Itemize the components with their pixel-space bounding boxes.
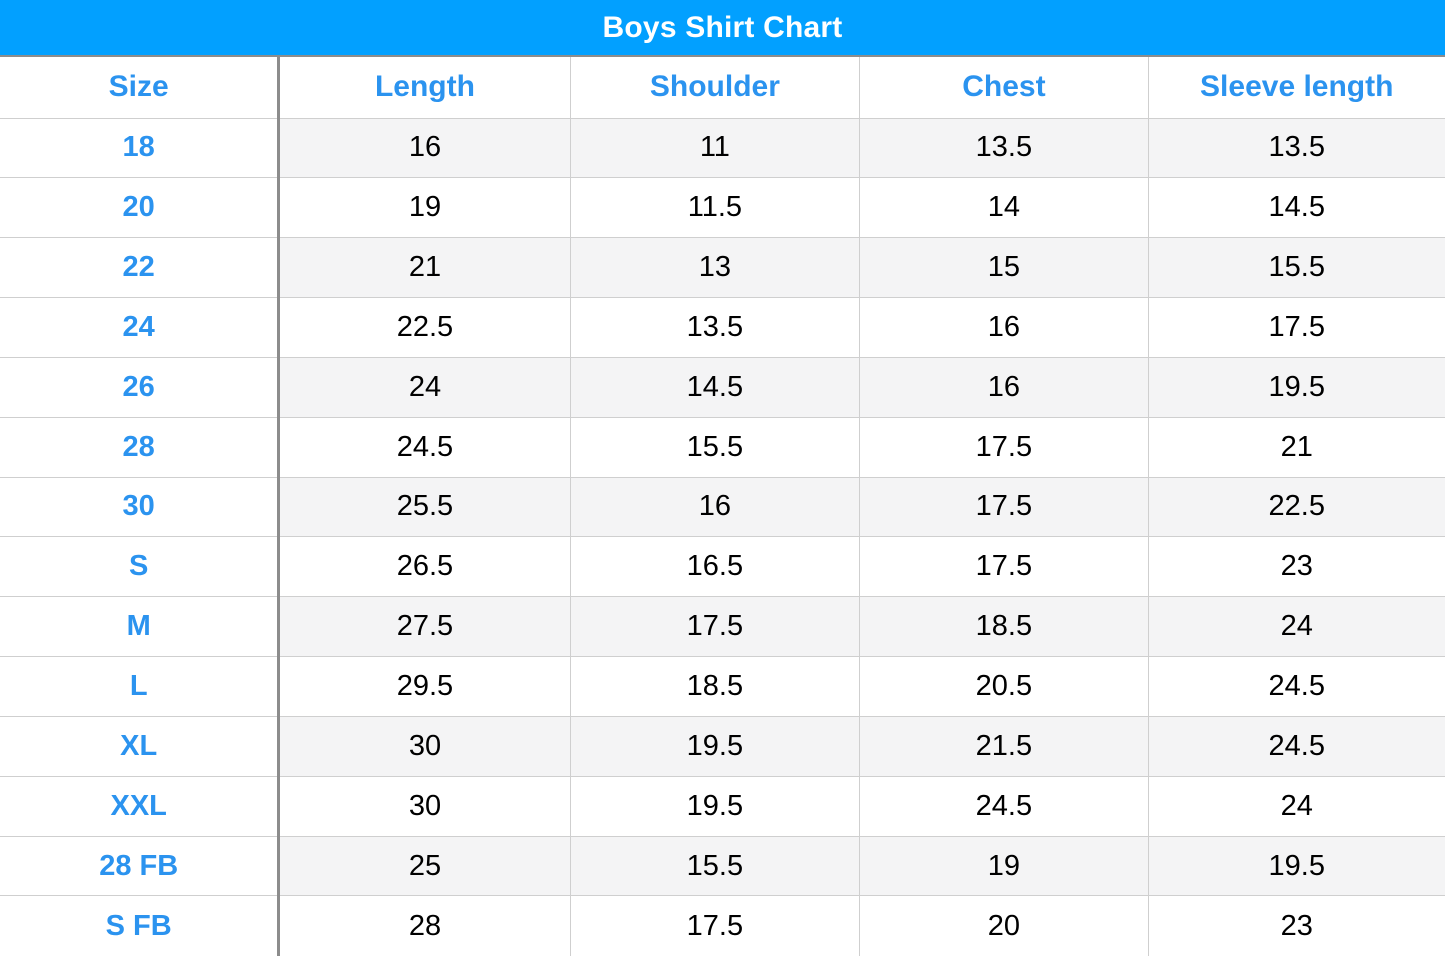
value-cell: 15	[860, 238, 1148, 298]
value-cell: 18.5	[860, 597, 1148, 657]
value-cell: 19.5	[570, 776, 860, 836]
size-cell: 28 FB	[0, 836, 279, 896]
size-cell: 30	[0, 477, 279, 537]
column-header-shoulder: Shoulder	[570, 57, 860, 118]
table-row	[0, 298, 1445, 358]
size-cell: S	[0, 537, 279, 597]
table-row	[0, 597, 1445, 657]
value-cell: 19	[860, 836, 1148, 896]
size-cell: 18	[0, 118, 279, 178]
page-title: Boys Shirt Chart	[602, 10, 843, 44]
column-header-size: Size	[0, 57, 279, 118]
table-row	[0, 477, 1445, 537]
value-cell: 15.5	[1148, 238, 1445, 298]
column-header-sleeve-length: Sleeve length	[1148, 57, 1445, 118]
value-cell: 24	[279, 357, 570, 417]
value-cell: 14.5	[570, 357, 860, 417]
value-cell: 17.5	[860, 477, 1148, 537]
value-cell: 30	[279, 776, 570, 836]
value-cell: 24.5	[279, 417, 570, 477]
value-cell: 24	[1148, 597, 1445, 657]
table-row	[0, 657, 1445, 717]
value-cell: 24.5	[1148, 716, 1445, 776]
value-cell: 17.5	[570, 896, 860, 956]
value-cell: 15.5	[570, 836, 860, 896]
value-cell: 13.5	[1148, 118, 1445, 178]
value-cell: 17.5	[570, 597, 860, 657]
value-cell: 21	[279, 238, 570, 298]
size-cell: XL	[0, 716, 279, 776]
column-header-row	[0, 57, 1445, 118]
table-row	[0, 836, 1445, 896]
size-cell: 20	[0, 178, 279, 238]
size-cell: L	[0, 657, 279, 717]
value-cell: 28	[279, 896, 570, 956]
column-header-chest: Chest	[860, 57, 1148, 118]
value-cell: 23	[1148, 537, 1445, 597]
value-cell: 16	[279, 118, 570, 178]
size-cell: 26	[0, 357, 279, 417]
value-cell: 16	[860, 357, 1148, 417]
size-cell: S FB	[0, 896, 279, 956]
value-cell: 27.5	[279, 597, 570, 657]
table-row	[0, 537, 1445, 597]
size-cell: M	[0, 597, 279, 657]
value-cell: 13	[570, 238, 860, 298]
value-cell: 11	[570, 118, 860, 178]
value-cell: 26.5	[279, 537, 570, 597]
value-cell: 25	[279, 836, 570, 896]
value-cell: 30	[279, 716, 570, 776]
table-row	[0, 178, 1445, 238]
value-cell: 13.5	[860, 118, 1148, 178]
size-chart-table	[0, 57, 1445, 956]
value-cell: 13.5	[570, 298, 860, 358]
value-cell: 18.5	[570, 657, 860, 717]
value-cell: 29.5	[279, 657, 570, 717]
value-cell: 22.5	[279, 298, 570, 358]
value-cell: 14.5	[1148, 178, 1445, 238]
size-cell: 24	[0, 298, 279, 358]
table-row	[0, 417, 1445, 477]
value-cell: 17.5	[860, 537, 1148, 597]
size-chart-body	[0, 118, 1445, 956]
size-cell: 28	[0, 417, 279, 477]
value-cell: 23	[1148, 896, 1445, 956]
column-header-length: Length	[279, 57, 570, 118]
value-cell: 16	[860, 298, 1148, 358]
value-cell: 20	[860, 896, 1148, 956]
table-row	[0, 716, 1445, 776]
value-cell: 19.5	[1148, 836, 1445, 896]
value-cell: 19.5	[1148, 357, 1445, 417]
value-cell: 19	[279, 178, 570, 238]
table-title-banner	[0, 0, 1445, 57]
table-row	[0, 776, 1445, 836]
value-cell: 21.5	[860, 716, 1148, 776]
value-cell: 11.5	[570, 178, 860, 238]
value-cell: 19.5	[570, 716, 860, 776]
value-cell: 22.5	[1148, 477, 1445, 537]
value-cell: 17.5	[860, 417, 1148, 477]
table-row	[0, 118, 1445, 178]
value-cell: 20.5	[860, 657, 1148, 717]
value-cell: 24	[1148, 776, 1445, 836]
table-row	[0, 896, 1445, 956]
value-cell: 15.5	[570, 417, 860, 477]
table-row	[0, 357, 1445, 417]
value-cell: 21	[1148, 417, 1445, 477]
value-cell: 16	[570, 477, 860, 537]
value-cell: 17.5	[1148, 298, 1445, 358]
value-cell: 24.5	[1148, 657, 1445, 717]
value-cell: 14	[860, 178, 1148, 238]
value-cell: 16.5	[570, 537, 860, 597]
table-row	[0, 238, 1445, 298]
value-cell: 24.5	[860, 776, 1148, 836]
value-cell: 25.5	[279, 477, 570, 537]
size-cell: 22	[0, 238, 279, 298]
size-cell: XXL	[0, 776, 279, 836]
